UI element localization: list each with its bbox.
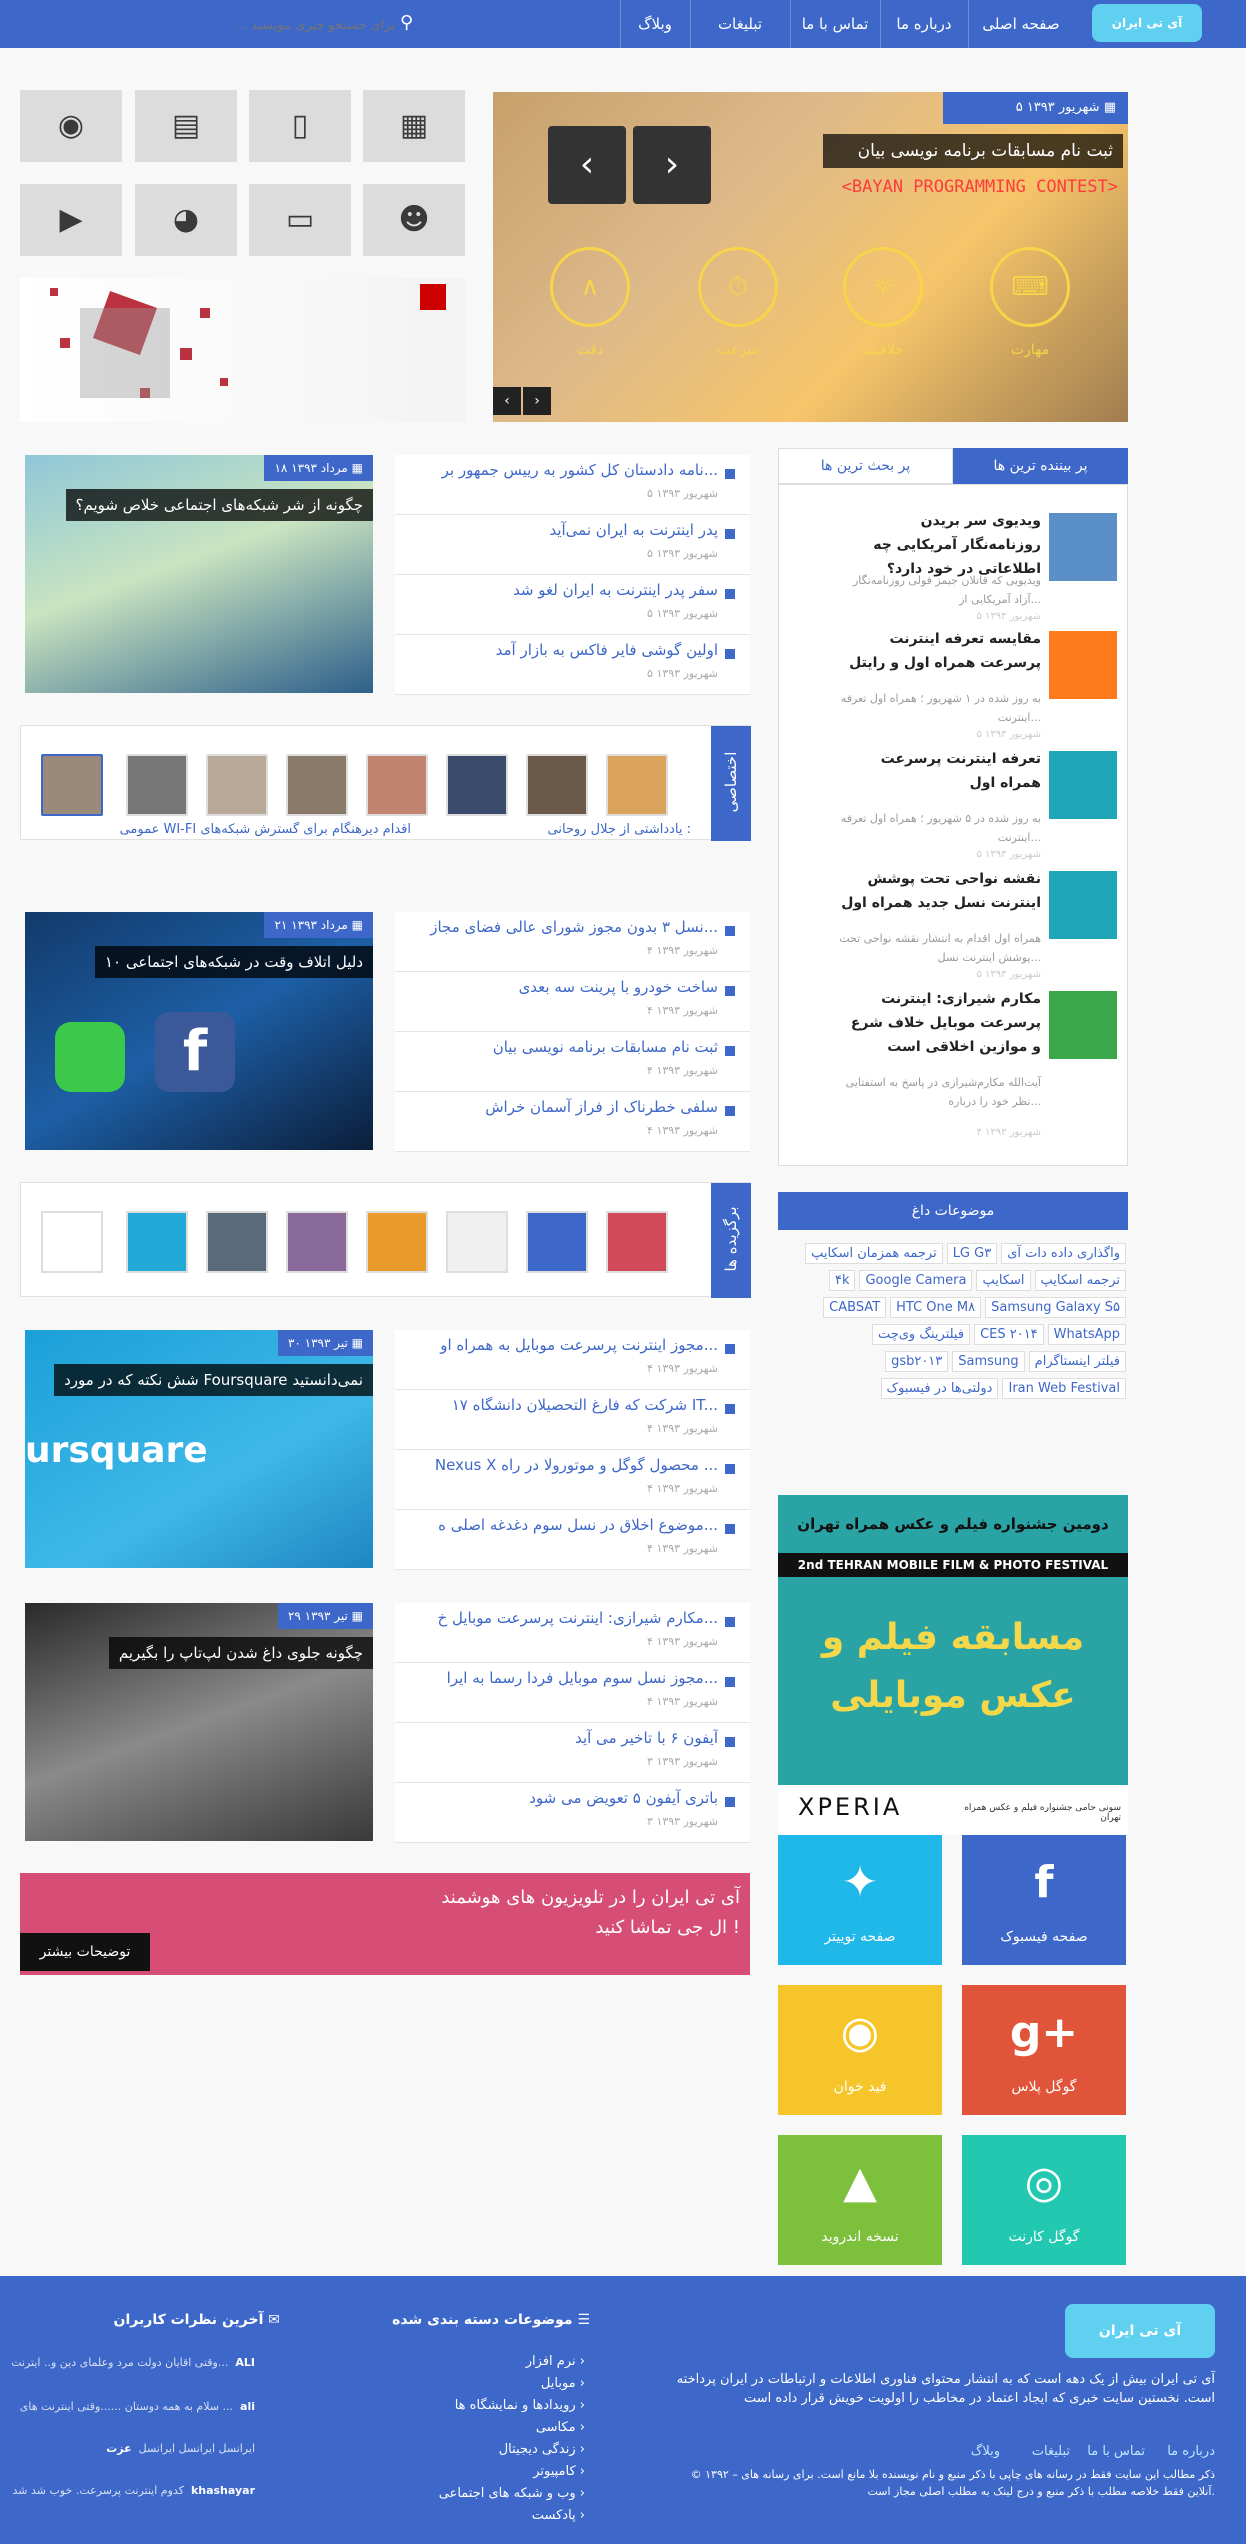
news-item[interactable] <box>395 1783 750 1843</box>
sponsor-note: سونی حامی جشنواره فیلم و عکس همراه تهران <box>964 1803 1121 1823</box>
bullet-icon <box>725 1464 735 1474</box>
footer-link[interactable]: وبلاگ <box>970 2444 1000 2459</box>
tag-link[interactable]: HTC One M۸ <box>890 1297 981 1318</box>
author-avatar[interactable] <box>446 754 508 816</box>
popular-item[interactable] <box>779 741 1119 859</box>
news-list-3 <box>395 1330 750 1570</box>
tag-link[interactable]: Iran Web Festival <box>1002 1378 1126 1399</box>
popular-item[interactable] <box>779 861 1119 979</box>
bullet-icon <box>725 1617 735 1627</box>
popular-date: ۵ شهریور ۱۳۹۳ <box>976 729 1041 740</box>
exclusive-strip <box>20 725 750 840</box>
selected-thumbnail[interactable] <box>526 1211 588 1273</box>
featured-date: ۲۹ تیر ۱۳۹۳ ▦ <box>278 1603 373 1629</box>
comment-icon: ✉ <box>268 2312 280 2328</box>
featured-date: ۲۱ مرداد ۱۳۹۳ ▦ <box>264 912 373 938</box>
popular-list <box>778 484 1128 1166</box>
slider-prev-button[interactable]: ‹ <box>548 126 626 204</box>
android-tile[interactable] <box>778 2135 942 2265</box>
comments-title: آخرین نظرات کاربران ✉ <box>113 2312 280 2328</box>
author-avatar[interactable] <box>41 754 103 816</box>
festival-banner[interactable] <box>778 1495 1128 1835</box>
popular-date: ۵ شهریور ۱۳۹۳ <box>976 849 1041 860</box>
featured-date: ۳۰ تیر ۱۳۹۳ ▦ <box>278 1330 373 1356</box>
tag-link[interactable]: اسکایپ <box>976 1270 1030 1291</box>
facebook-icon: f <box>1034 1857 1054 1908</box>
news-item[interactable] <box>395 1092 750 1152</box>
android-icon: ▲ <box>843 2157 877 2208</box>
exclusive-label: اختصاصی <box>711 726 751 841</box>
festival-english: 2nd TEHRAN MOBILE FILM & PHOTO FESTIVAL <box>778 1553 1128 1577</box>
nav-divider <box>620 0 621 48</box>
popular-excerpt: ویدیویی که قاتلان جیمز فولی روزنامه‌نگار آزاد آمریکایی از... <box>853 574 1041 606</box>
news-item[interactable] <box>395 1663 750 1723</box>
hot-topics-header: موضوعات داغ <box>778 1192 1128 1230</box>
news-title[interactable]: پدر اینترنت به ایران نمی‌آید <box>549 521 718 539</box>
facebook-icon: f <box>155 1012 235 1092</box>
popular-item[interactable] <box>779 621 1119 739</box>
popular-thumbnail[interactable] <box>1049 751 1117 819</box>
news-title[interactable]: مکارم شیرازی: اینترنت پرسرعت موبایل خ... <box>437 1609 718 1627</box>
windows-icon[interactable]: ▦ <box>363 90 465 162</box>
featured-caption[interactable]: شش نکته که در مورد Foursquare نمی‌دانستید <box>54 1364 373 1396</box>
popular-title[interactable]: مقایسه تعرفه اینترنت پرسرعت همراه اول و رایتل <box>849 631 1041 671</box>
popular-date: ۵ شهریور ۱۳۹۳ <box>976 969 1041 980</box>
site-logo[interactable]: آی تی ایران <box>1092 4 1202 42</box>
category-link[interactable]: زندگی دیجیتال › <box>498 2442 585 2457</box>
news-title[interactable]: نامه دادستان کل کشور به رییس جمهور بر... <box>441 461 718 479</box>
category-link[interactable]: پادکست › <box>531 2508 585 2523</box>
popular-item[interactable] <box>779 981 1119 1138</box>
festival-heading-1: مسابقه فیلم و <box>821 1617 1085 1658</box>
nav-divider <box>880 0 881 48</box>
globe-icon[interactable]: ◕ <box>135 184 237 256</box>
news-item[interactable] <box>395 575 750 635</box>
selected-strip <box>20 1182 750 1297</box>
news-list-1 <box>395 455 750 695</box>
twitter-icon: ✦ <box>841 1857 879 1908</box>
footer-copyright: © ۱۳۹۲ – ذکر مطالب این سایت فقط در رسانه های چاپی با ذکر منبع و نام نویسنده بلا مانع است. برای رسانه های آنلاین فقط خلاصه مطلب با ذکر منبع و درج لینک به مطلب اصلی مجاز است. <box>690 2468 1215 2498</box>
whatsapp-icon <box>55 1022 125 1092</box>
category-link[interactable]: موبایل › <box>540 2376 585 2391</box>
nav-contact[interactable]: تماس با ما <box>801 15 869 33</box>
tag-link[interactable]: CES ۲۰۱۴ <box>974 1324 1044 1345</box>
featured-article[interactable] <box>25 1330 373 1568</box>
popular-thumbnail[interactable] <box>1049 871 1117 939</box>
tag-link[interactable]: LG G۳ <box>947 1243 998 1264</box>
festival-title: دومین جشنواره فیلم و عکس همراه تهران <box>778 1495 1128 1553</box>
footer-link[interactable]: تبلیغات <box>1031 2444 1070 2459</box>
footer-link[interactable]: تماس با ما <box>1087 2444 1145 2459</box>
tag-link[interactable]: WhatsApp <box>1048 1324 1126 1345</box>
popular-date: ۴ شهریور ۱۳۹۳ <box>976 1127 1041 1138</box>
bullet-icon <box>725 1106 735 1116</box>
news-date: ۵ شهریور ۱۳۹۳ <box>647 607 718 620</box>
news-item[interactable] <box>395 1330 750 1390</box>
google-currents-icon: ◎ <box>1024 2157 1064 2208</box>
bullet-icon <box>725 1404 735 1414</box>
author-avatar[interactable] <box>286 754 348 816</box>
tile-label: گوگل پلاس <box>1011 2079 1077 2095</box>
tile-label: گوگل کارنت <box>1008 2229 1080 2245</box>
ad-line-1: آی تی ایران را در تلویزیون های هوشمند <box>441 1887 740 1908</box>
bullet-icon <box>725 649 735 659</box>
news-title[interactable]: موضوع اخلاق در نسل سوم دغدغه اصلی ه... <box>438 1516 718 1534</box>
bullet-icon <box>725 926 735 936</box>
tag-link[interactable]: CABSAT <box>823 1297 886 1318</box>
category-link[interactable]: رویدادها و نمایشگاه ها › <box>454 2398 585 2413</box>
category-link[interactable]: نرم افزار › <box>525 2354 585 2369</box>
sidebar-tabs <box>778 448 1128 484</box>
exclusive-caption[interactable]: اقدام دیرهنگام برای گسترش شبکه‌های WI-FI عمومی <box>119 822 411 837</box>
currents-tile[interactable] <box>962 2135 1126 2265</box>
hero-slider[interactable] <box>493 92 1128 422</box>
tag-link[interactable]: واگذاری داده دات آی <box>1001 1243 1126 1264</box>
tile-label: فید خوان <box>833 2079 887 2095</box>
search-icon[interactable]: ⚲ <box>400 12 414 33</box>
festival-sponsor-bar <box>778 1785 1128 1835</box>
news-item[interactable] <box>395 1032 750 1092</box>
tag-link[interactable]: Google Camera <box>859 1270 972 1291</box>
news-date: ۴ شهریور ۱۳۹۳ <box>647 1695 718 1708</box>
footer-link[interactable]: درباره ما <box>1167 2444 1215 2459</box>
nav-divider <box>968 0 969 48</box>
featured-caption[interactable]: ۱۰ دلیل اتلاف وقت در شبکه‌های اجتماعی <box>95 946 373 978</box>
author-avatar[interactable] <box>526 754 588 816</box>
news-date: ۵ شهریور ۱۳۹۳ <box>647 547 718 560</box>
news-title[interactable]: مجوز نسل سوم موبایل فردا رسما به ایرا... <box>446 1669 718 1687</box>
popular-item[interactable] <box>779 503 1119 621</box>
slider-date: ۵ شهریور ۱۳۹۳ ▦ <box>943 92 1128 124</box>
news-title[interactable]: اولین گوشی فایر فاکس به بازار آمد <box>495 641 718 659</box>
feature-label: مهارت <box>1010 342 1050 358</box>
news-item[interactable] <box>395 515 750 575</box>
popular-excerpt: آیت‌الله مکارم‌شیرازی در پاسخ به استفتایی نظر خود را درباره... <box>845 1076 1041 1108</box>
featured-article[interactable] <box>25 1603 373 1841</box>
news-date: ۴ شهریور ۱۳۹۳ <box>647 944 718 957</box>
featured-article[interactable] <box>25 455 373 693</box>
list-icon: ☰ <box>577 2312 590 2328</box>
category-link[interactable]: مکاسی › <box>535 2420 585 2435</box>
bullet-icon <box>725 469 735 479</box>
news-title[interactable]: سفر پدر اینترنت به ایران لغو شد <box>513 581 718 599</box>
selected-thumbnail[interactable] <box>446 1211 508 1273</box>
lg-tv-ad[interactable] <box>20 1873 750 1975</box>
popular-excerpt: به روز شده در ۵ شهریور ؛ همراه اول تعرفه اینترنت... <box>840 812 1041 844</box>
nav-blog[interactable]: وبلاگ <box>638 15 672 33</box>
tag-link[interactable]: فیلترینگ وی‌چت <box>872 1324 970 1345</box>
news-date: ۳ شهریور ۱۳۹۳ <box>647 1815 718 1828</box>
category-link[interactable]: کامپیوتر › <box>533 2464 585 2479</box>
footer-about: آی تی ایران بیش از یک دهه است که به انتشار محتوای فناوری اطلاعات و ارتباطات در ایران پرداخته است. نخستین سایت خبری که ایجاد اعتماد در مخاطب را اولویت خویش قرار داده است <box>676 2372 1215 2406</box>
slider-subtitle: <BAYAN PROGRAMMING CONTEST> <box>841 177 1118 197</box>
popular-excerpt: همراه اول اقدام به انتشار نقشه نواحی تحت پوشش اینترنت نسل... <box>839 932 1041 964</box>
news-item[interactable] <box>395 1603 750 1663</box>
news-title[interactable]: باتری آیفون ۵ تعویض می شود <box>529 1789 718 1807</box>
news-date: ۵ شهریور ۱۳۹۳ <box>647 667 718 680</box>
googleplus-tile[interactable] <box>962 1985 1126 2115</box>
tile-label: صفحه توییتر <box>824 1929 896 1945</box>
comment-item[interactable]: وقتی اقایان دولت مرد وعلمای دین و.. ایترنت... ALI <box>11 2356 255 2369</box>
nav-divider <box>690 0 691 48</box>
rss-icon: ◉ <box>840 2007 880 2058</box>
selected-thumbnail[interactable] <box>126 1211 188 1273</box>
tag-link[interactable]: ۴k <box>829 1270 856 1291</box>
tag-link[interactable]: ترجمه اسکایپ <box>1035 1270 1126 1291</box>
feature-label: سرعت <box>717 342 759 358</box>
featured-date: ۱۸ مرداد ۱۳۹۳ ▦ <box>264 455 373 481</box>
nav-ads[interactable]: تبلیغات <box>717 15 763 33</box>
foursquare-wordmark: ursquare <box>25 1430 208 1471</box>
news-list-2 <box>395 912 750 1152</box>
selected-thumbnail[interactable] <box>286 1211 348 1273</box>
author-avatar[interactable] <box>366 754 428 816</box>
comment-item[interactable]: کدوم اینترنت پرسرعت. خوب شد شد khashayar <box>12 2484 255 2497</box>
news-title[interactable]: سلفی خطرناک از فراز آسمان خراش <box>485 1098 718 1116</box>
twitter-tile[interactable] <box>778 1835 942 1965</box>
news-title[interactable]: Nexus X محصول گوگل و موتورولا در راه ... <box>434 1456 718 1474</box>
feature-label: دقت <box>576 342 604 358</box>
news-title[interactable]: نسل ۳ بدون مجوز شورای عالی فضای مجاز... <box>430 918 718 936</box>
tag-link[interactable]: فیلتر اینستاگرام <box>1029 1351 1126 1372</box>
ad-line-2: ال جی تماشا کنید ! <box>595 1917 740 1938</box>
group-icon[interactable]: ☻ <box>363 184 465 256</box>
festival-heading-2: عکس موبایلی <box>830 1675 1076 1716</box>
compass-icon: ∧ <box>550 247 630 327</box>
news-item[interactable] <box>395 1450 750 1510</box>
popular-excerpt: به روز شده در ۱ شهریور ؛ همراه اول تعرفه اینترنت... <box>840 692 1041 724</box>
bullet-icon <box>725 1524 735 1534</box>
tile-label: صفحه فیسبوک <box>1000 1929 1088 1945</box>
popular-title[interactable]: ویدیوی سر بریدن روزنامه‌نگار آمریکایی چه اطلاعاتی در خود دارد؟ <box>873 513 1041 577</box>
slider-title[interactable]: ثبت نام مسابقات برنامه نویسی بیان <box>823 134 1123 168</box>
feature-label: خلاقیت <box>862 342 904 358</box>
news-item[interactable] <box>395 455 750 515</box>
news-title[interactable]: ساخت خودرو با پرینت سه بعدی <box>518 978 718 996</box>
categories-title: موضوعات دسته بندی شده ☰ <box>392 2312 590 2328</box>
tag-link[interactable]: ترجمه همزمان اسکایپ <box>805 1243 943 1264</box>
news-list-4 <box>395 1603 750 1843</box>
author-avatar[interactable] <box>206 754 268 816</box>
featured-caption[interactable]: چگونه از شر شبکه‌های اجتماعی خلاص شویم؟ <box>66 489 373 521</box>
featured-article[interactable] <box>25 912 373 1150</box>
bullet-icon <box>725 1797 735 1807</box>
tag-link[interactable]: دولتی‌ها در فیسبوک <box>881 1378 999 1399</box>
popular-thumbnail[interactable] <box>1049 991 1117 1059</box>
news-date: ۴ شهریور ۱۳۹۳ <box>647 1064 718 1077</box>
news-item[interactable] <box>395 1390 750 1450</box>
selected-label: برگزیده ها <box>711 1183 751 1298</box>
calendar-icon[interactable]: ▤ <box>135 90 237 162</box>
bullet-icon <box>725 1677 735 1687</box>
news-date: ۵ شهریور ۱۳۹۳ <box>647 487 718 500</box>
slider-small-prev[interactable]: ‹ <box>493 387 521 415</box>
xperia-logo: XPERIA <box>798 1793 903 1821</box>
news-date: ۴ شهریور ۱۳۹۳ <box>647 1004 718 1017</box>
bulb-icon: ☼ <box>843 247 923 327</box>
popular-title[interactable]: نقشه نواحی تحت پوشش اینترنت نسل جدید همراه اول <box>841 871 1041 911</box>
news-date: ۴ شهریور ۱۳۹۳ <box>647 1124 718 1137</box>
top-navbar <box>0 0 1246 48</box>
rss-tile[interactable] <box>778 1985 942 2115</box>
popular-title[interactable]: تعرفه اینترنت پرسرعت همراه اول <box>880 751 1041 791</box>
author-avatar[interactable] <box>606 754 668 816</box>
hot-topics-cloud <box>778 1240 1128 1460</box>
category-link[interactable]: وب و شبکه های اجتماعی › <box>438 2486 585 2501</box>
google-plus-icon: g+ <box>1009 2007 1079 2058</box>
facebook-tile[interactable] <box>962 1835 1126 1965</box>
bullet-icon <box>725 986 735 996</box>
news-date: ۴ شهریور ۱۳۹۳ <box>647 1482 718 1495</box>
stopwatch-icon: ⏱ <box>698 247 778 327</box>
news-item[interactable] <box>395 1723 750 1783</box>
popular-thumbnail[interactable] <box>1049 513 1117 581</box>
bullet-icon <box>725 1344 735 1354</box>
tablet-icon[interactable]: ▯ <box>249 90 351 162</box>
play-icon[interactable]: ▶ <box>20 184 122 256</box>
news-title[interactable]: آیفون ۶ با تاخیر می آید <box>575 1729 718 1747</box>
bullet-icon <box>725 1737 735 1747</box>
camera-icon[interactable]: ◉ <box>20 90 122 162</box>
ad-more-button[interactable]: توضیحات بیشتر <box>20 1933 150 1971</box>
tile-label: نسخه اندروید <box>821 2229 899 2245</box>
comment-item[interactable]: سلام به همه دوستان ......وقتی اینترنت های ... ali <box>19 2400 255 2413</box>
news-date: ۴ شهریور ۱۳۹۳ <box>647 1422 718 1435</box>
news-item[interactable] <box>395 1510 750 1570</box>
monitor-icon[interactable]: ▭ <box>249 184 351 256</box>
nav-divider <box>790 0 791 48</box>
slider-next-button[interactable]: › <box>633 126 711 204</box>
calendar-icon: ▦ <box>1103 100 1116 115</box>
selected-thumbnail[interactable] <box>366 1211 428 1273</box>
footer-logo[interactable]: آی تی ایران <box>1065 2304 1215 2358</box>
exclusive-caption[interactable]: یادداشتی از جلال روحانی : <box>547 822 691 837</box>
tab-most-discussed[interactable]: پر بحث ترین ها <box>778 448 953 484</box>
tab-most-viewed[interactable]: پر بیننده ترین ها <box>953 448 1128 484</box>
selected-thumbnail[interactable] <box>41 1211 103 1273</box>
news-title[interactable]: ثبت نام مسابقات برنامه نویسی بیان <box>492 1038 718 1056</box>
keyboard-icon: ⌨ <box>990 247 1070 327</box>
news-title[interactable]: مجوز اینترنت پرسرعت موبایل به همراه او... <box>440 1336 718 1354</box>
news-title[interactable]: ۱۷ شرکت که فارغ التحصیلان دانشگاه IT... <box>451 1396 718 1414</box>
featured-caption[interactable]: چگونه جلوی داغ شدن لپ‌تاپ را بگیریم <box>109 1637 373 1669</box>
sponsor-banner[interactable] <box>20 278 465 422</box>
news-item[interactable] <box>395 972 750 1032</box>
comment-item[interactable]: ایرانسل ایرانسل ایرانسل عزت <box>106 2442 255 2455</box>
selected-thumbnail[interactable] <box>606 1211 668 1273</box>
popular-title[interactable]: مکارم شیرازی: اینترنت پرسرعت موبایل خلاف شرع و موازین اخلاقی است <box>850 991 1041 1055</box>
popular-thumbnail[interactable] <box>1049 631 1117 699</box>
slider-small-next[interactable]: › <box>523 387 551 415</box>
selected-thumbnail[interactable] <box>206 1211 268 1273</box>
bullet-icon <box>725 1046 735 1056</box>
bullet-icon <box>725 529 735 539</box>
cube-graphic <box>20 278 465 422</box>
nav-home[interactable]: صفحه اصلی <box>982 15 1060 33</box>
popular-date: ۵ شهریور ۱۳۹۳ <box>976 611 1041 622</box>
news-item[interactable] <box>395 635 750 695</box>
footer <box>0 2276 1246 2544</box>
news-date: ۴ شهریور ۱۳۹۳ <box>647 1635 718 1648</box>
news-date: ۳ شهریور ۱۳۹۳ <box>647 1755 718 1768</box>
nav-about[interactable]: درباره ما <box>896 15 952 33</box>
tag-link[interactable]: Samsung Galaxy S۵ <box>985 1297 1126 1318</box>
news-date: ۴ شهریور ۱۳۹۳ <box>647 1542 718 1555</box>
tag-link[interactable]: gsb۲۰۱۳ <box>885 1351 948 1372</box>
author-avatar[interactable] <box>126 754 188 816</box>
bullet-icon <box>725 589 735 599</box>
news-date: ۴ شهریور ۱۳۹۳ <box>647 1362 718 1375</box>
tag-link[interactable]: Samsung <box>952 1351 1024 1372</box>
news-item[interactable] <box>395 912 750 972</box>
search-input[interactable] <box>230 13 395 35</box>
